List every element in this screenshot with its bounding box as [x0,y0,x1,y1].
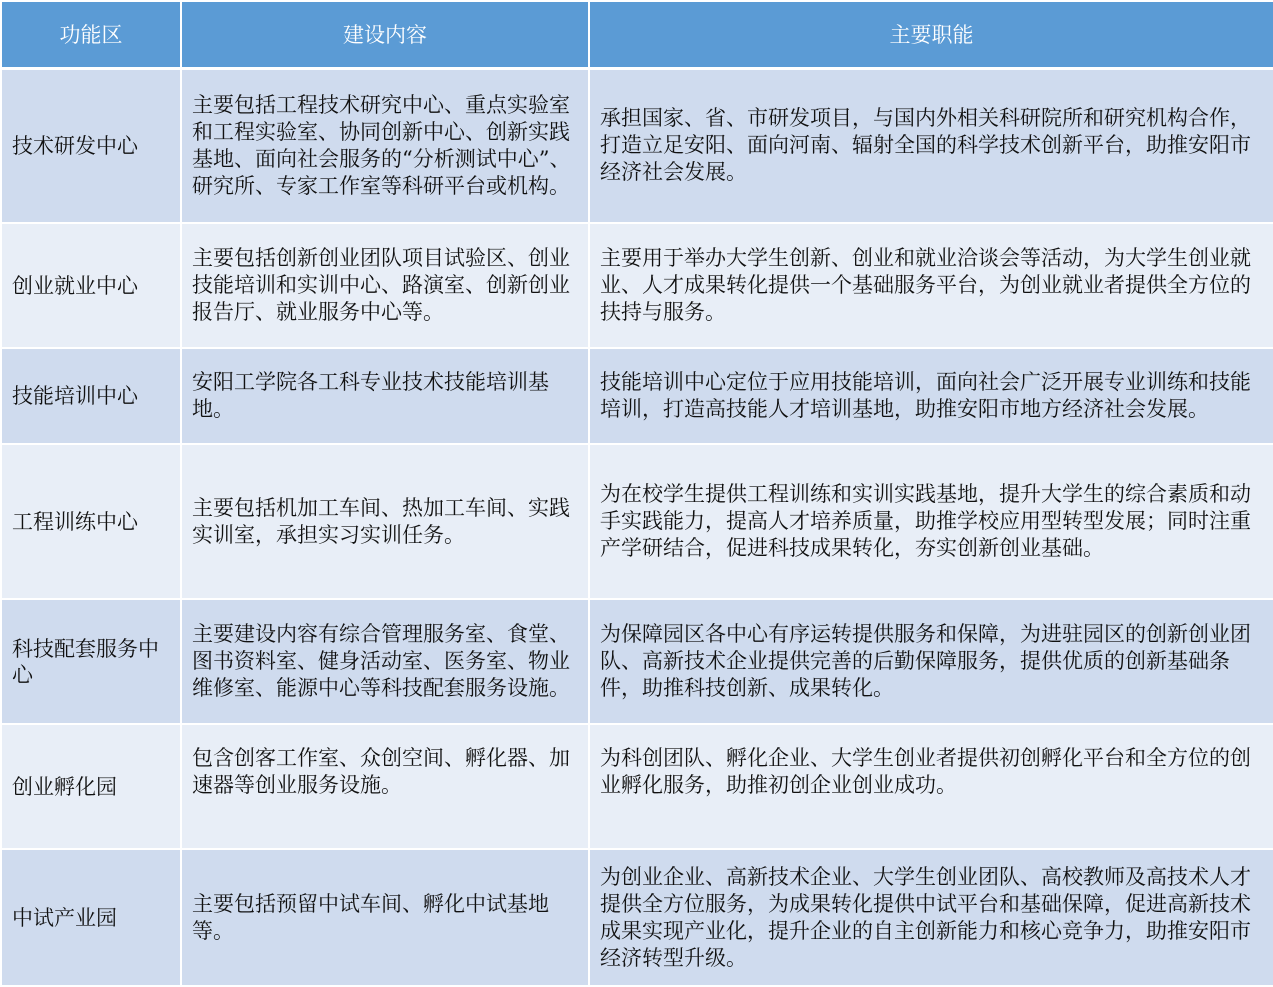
row-area: 创业孵化园 [1,724,181,849]
header-area: 功能区 [1,1,181,68]
row-content: 安阳工学院各工科专业技术技能培训基地。 [181,348,589,444]
table-row [1,223,1273,348]
row-content: 主要包括预留中试车间、孵化中试基地等。 [181,849,589,986]
table-row [1,724,1273,849]
row-area: 中试产业园 [1,849,181,986]
row-function: 为在校学生提供工程训练和实训实践基地，提升大学生的综合素质和动手实践能力，提高人才培养质量，助推学校应用型转型发展；同时注重产学研结合，促进科技成果转化，夯实创新创业基础。 [589,444,1273,599]
row-area: 技能培训中心 [1,348,181,444]
table-row [1,348,1273,444]
row-content: 包含创客工作室、众创空间、孵化器、加速器等创业服务设施。 [181,724,589,849]
header-function: 主要职能 [589,1,1273,68]
row-function: 为创业企业、高新技术企业、大学生创业团队、高校教师及高技术人才提供全方位服务，为成果转化提供中试平台和基础保障，促进高新技术成果实现产业化，提升企业的自主创新能力和核心竞争力，助推安阳市经济转型升级。 [589,849,1273,986]
row-function: 为科创团队、孵化企业、大学生创业者提供初创孵化平台和全方位的创业孵化服务，助推初创企业创业成功。 [589,724,1273,849]
row-content: 主要包括创新创业团队项目试验区、创业技能培训和实训中心、路演室、创新创业报告厅、就业服务中心等。 [181,223,589,348]
row-area: 工程训练中心 [1,444,181,599]
row-area: 创业就业中心 [1,223,181,348]
table-row [1,849,1273,986]
table-row [1,444,1273,599]
row-area: 科技配套服务中心 [1,599,181,724]
table-row [1,599,1273,724]
row-content: 主要建设内容有综合管理服务室、食堂、图书资料室、健身活动室、医务室、物业维修室、能源中心等科技配套服务设施。 [181,599,589,724]
row-function: 主要用于举办大学生创新、创业和就业洽谈会等活动，为大学生创业就业、人才成果转化提供一个基础服务平台，为创业就业者提供全方位的扶持与服务。 [589,223,1273,348]
header-content: 建设内容 [181,1,589,68]
row-content: 主要包括工程技术研究中心、重点实验室和工程实验室、协同创新中心、创新实践基地、面向社会服务的“分析测试中心”、研究所、专家工作室等科研平台或机构。 [181,68,589,223]
row-function: 为保障园区各中心有序运转提供服务和保障，为进驻园区的创新创业团队、高新技术企业提供完善的后勤保障服务，提供优质的创新基础条件，助推科技创新、成果转化。 [589,599,1273,724]
table-row [1,68,1273,223]
row-function: 承担国家、省、市研发项目，与国内外相关科研院所和研究机构合作，打造立足安阳、面向河南、辐射全国的科学技术创新平台，助推安阳市经济社会发展。 [589,68,1273,223]
row-content: 主要包括机加工车间、热加工车间、实践实训室，承担实习实训任务。 [181,444,589,599]
row-area: 技术研发中心 [1,68,181,223]
table-header-row [1,1,1273,68]
row-function: 技能培训中心定位于应用技能培训，面向社会广泛开展专业训练和技能培训，打造高技能人才培训基地，助推安阳市地方经济社会发展。 [589,348,1273,444]
